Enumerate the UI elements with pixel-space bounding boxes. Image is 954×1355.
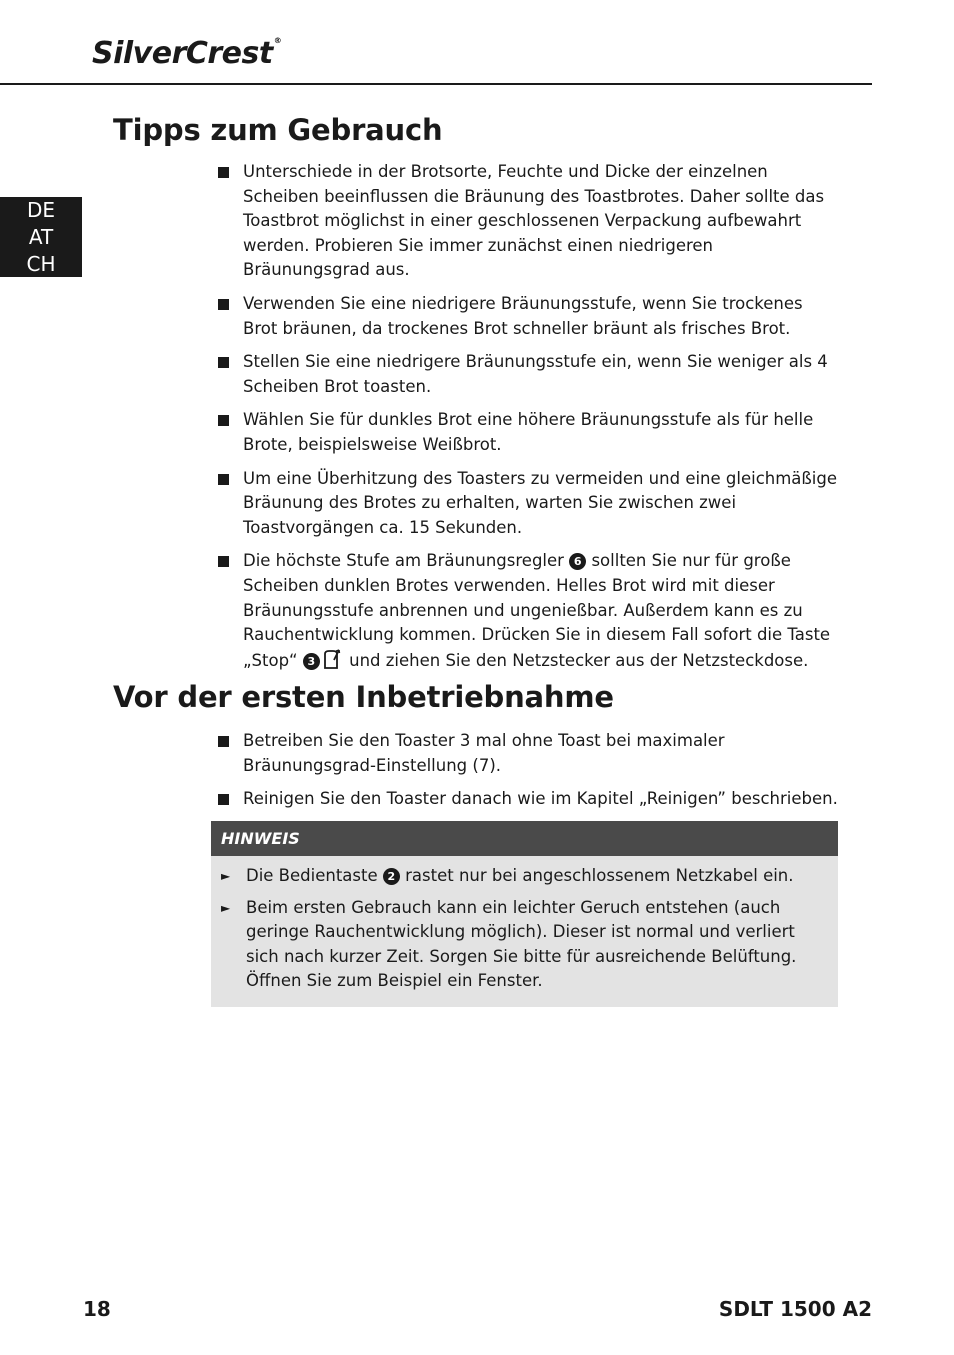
lang-ch: CH: [26, 252, 56, 276]
list-item: Wählen Sie für dunkles Brot eine höhere Bräunungsstufe als für helle Brote, beispielsweise Weißbrot.: [216, 408, 838, 457]
bullet-square-icon: [218, 736, 229, 747]
bullet-square-icon: [218, 556, 229, 567]
list-item: Unterschiede in der Brotsorte, Feuchte und Dicke der einzelnen Scheiben beeinflussen die Bräunung des Toastbrotes. Daher sollte das Toastbrot möglichst in einer geschlossenen Verpackung aufbewahrt werden. Probieren Sie immer zunächst einen niedrigeren Bräunungsgrad aus.: [216, 160, 838, 283]
bullet-square-icon: [218, 357, 229, 368]
bullet-square-icon: [218, 167, 229, 178]
section-title-first-use: Vor der ersten Inbetriebnahme: [113, 680, 614, 714]
list-item: Reinigen Sie den Toaster danach wie im Kapitel „Reinigen” beschrieben.: [216, 787, 838, 812]
model-number: SDLT 1500 A2: [718, 1297, 872, 1321]
tips-list: [216, 160, 838, 682]
header-rule: [0, 83, 872, 85]
note-box: [211, 821, 838, 1007]
arrow-right-icon: ►: [221, 900, 231, 915]
language-tab: [0, 197, 82, 277]
bullet-square-icon: [218, 415, 229, 426]
reference-number-badge: 6: [569, 553, 586, 570]
section-title-tips: Tipps zum Gebrauch: [113, 113, 443, 147]
list-item: Die höchste Stufe am Bräunungsregler 6 sollten Sie nur für große Scheiben dunklen Brotes verwenden. Helles Brot wird mit dieser Bräunungsstufe anbrennen und ungenießbar. Außerdem kann es zu Rauchentwicklung kommen. Drücken Sie in diesem Fall sofort die Taste „Stop“ 3 und ziehen Sie den Netzstecker aus der Netzsteckdose.: [216, 549, 838, 673]
list-item: Um eine Überhitzung des Toasters zu vermeiden und eine gleichmäßige Bräunung des Brotes zu erhalten, warten Sie zwischen zwei Toastvorgängen ca. 15 Sekunden.: [216, 467, 838, 541]
brand-logo: SilverCrest®: [92, 36, 282, 71]
note-body: [211, 856, 838, 1007]
page-number: 18: [83, 1297, 111, 1321]
first-use-list: [216, 729, 838, 821]
note-item: ► Die Bedientaste 2 rastet nur bei angeschlossenem Netzkabel ein.: [219, 864, 826, 889]
list-item: Betreiben Sie den Toaster 3 mal ohne Toast bei maximaler Bräunungsgrad-Einstellung (7).: [216, 729, 838, 778]
list-item: Verwenden Sie eine niedrigere Bräunungsstufe, wenn Sie trockenes Brot bräunen, da trockenes Brot schneller bräunt als frisches Brot.: [216, 292, 838, 341]
reference-number-badge: 3: [303, 653, 320, 670]
reference-number-badge: 2: [383, 868, 400, 885]
bullet-square-icon: [218, 474, 229, 485]
stop-toast-icon: [322, 648, 342, 670]
lang-at: AT: [28, 225, 54, 249]
list-item: Stellen Sie eine niedrigere Bräunungsstufe ein, wenn Sie weniger als 4 Scheiben Brot toasten.: [216, 350, 838, 399]
note-item: ► Beim ersten Gebrauch kann ein leichter Geruch entstehen (auch geringe Rauchentwicklung möglich). Dieser ist normal und verliert sich nach kurzer Zeit. Sorgen Sie bitte für ausreichende Belüftung. Öffnen Sie zum Beispiel ein Fenster.: [221, 897, 797, 991]
bullet-square-icon: [218, 794, 229, 805]
bullet-square-icon: [218, 299, 229, 310]
arrow-right-icon: ►: [221, 869, 231, 883]
lang-de: DE: [26, 198, 56, 222]
note-title: HINWEIS: [211, 821, 838, 856]
